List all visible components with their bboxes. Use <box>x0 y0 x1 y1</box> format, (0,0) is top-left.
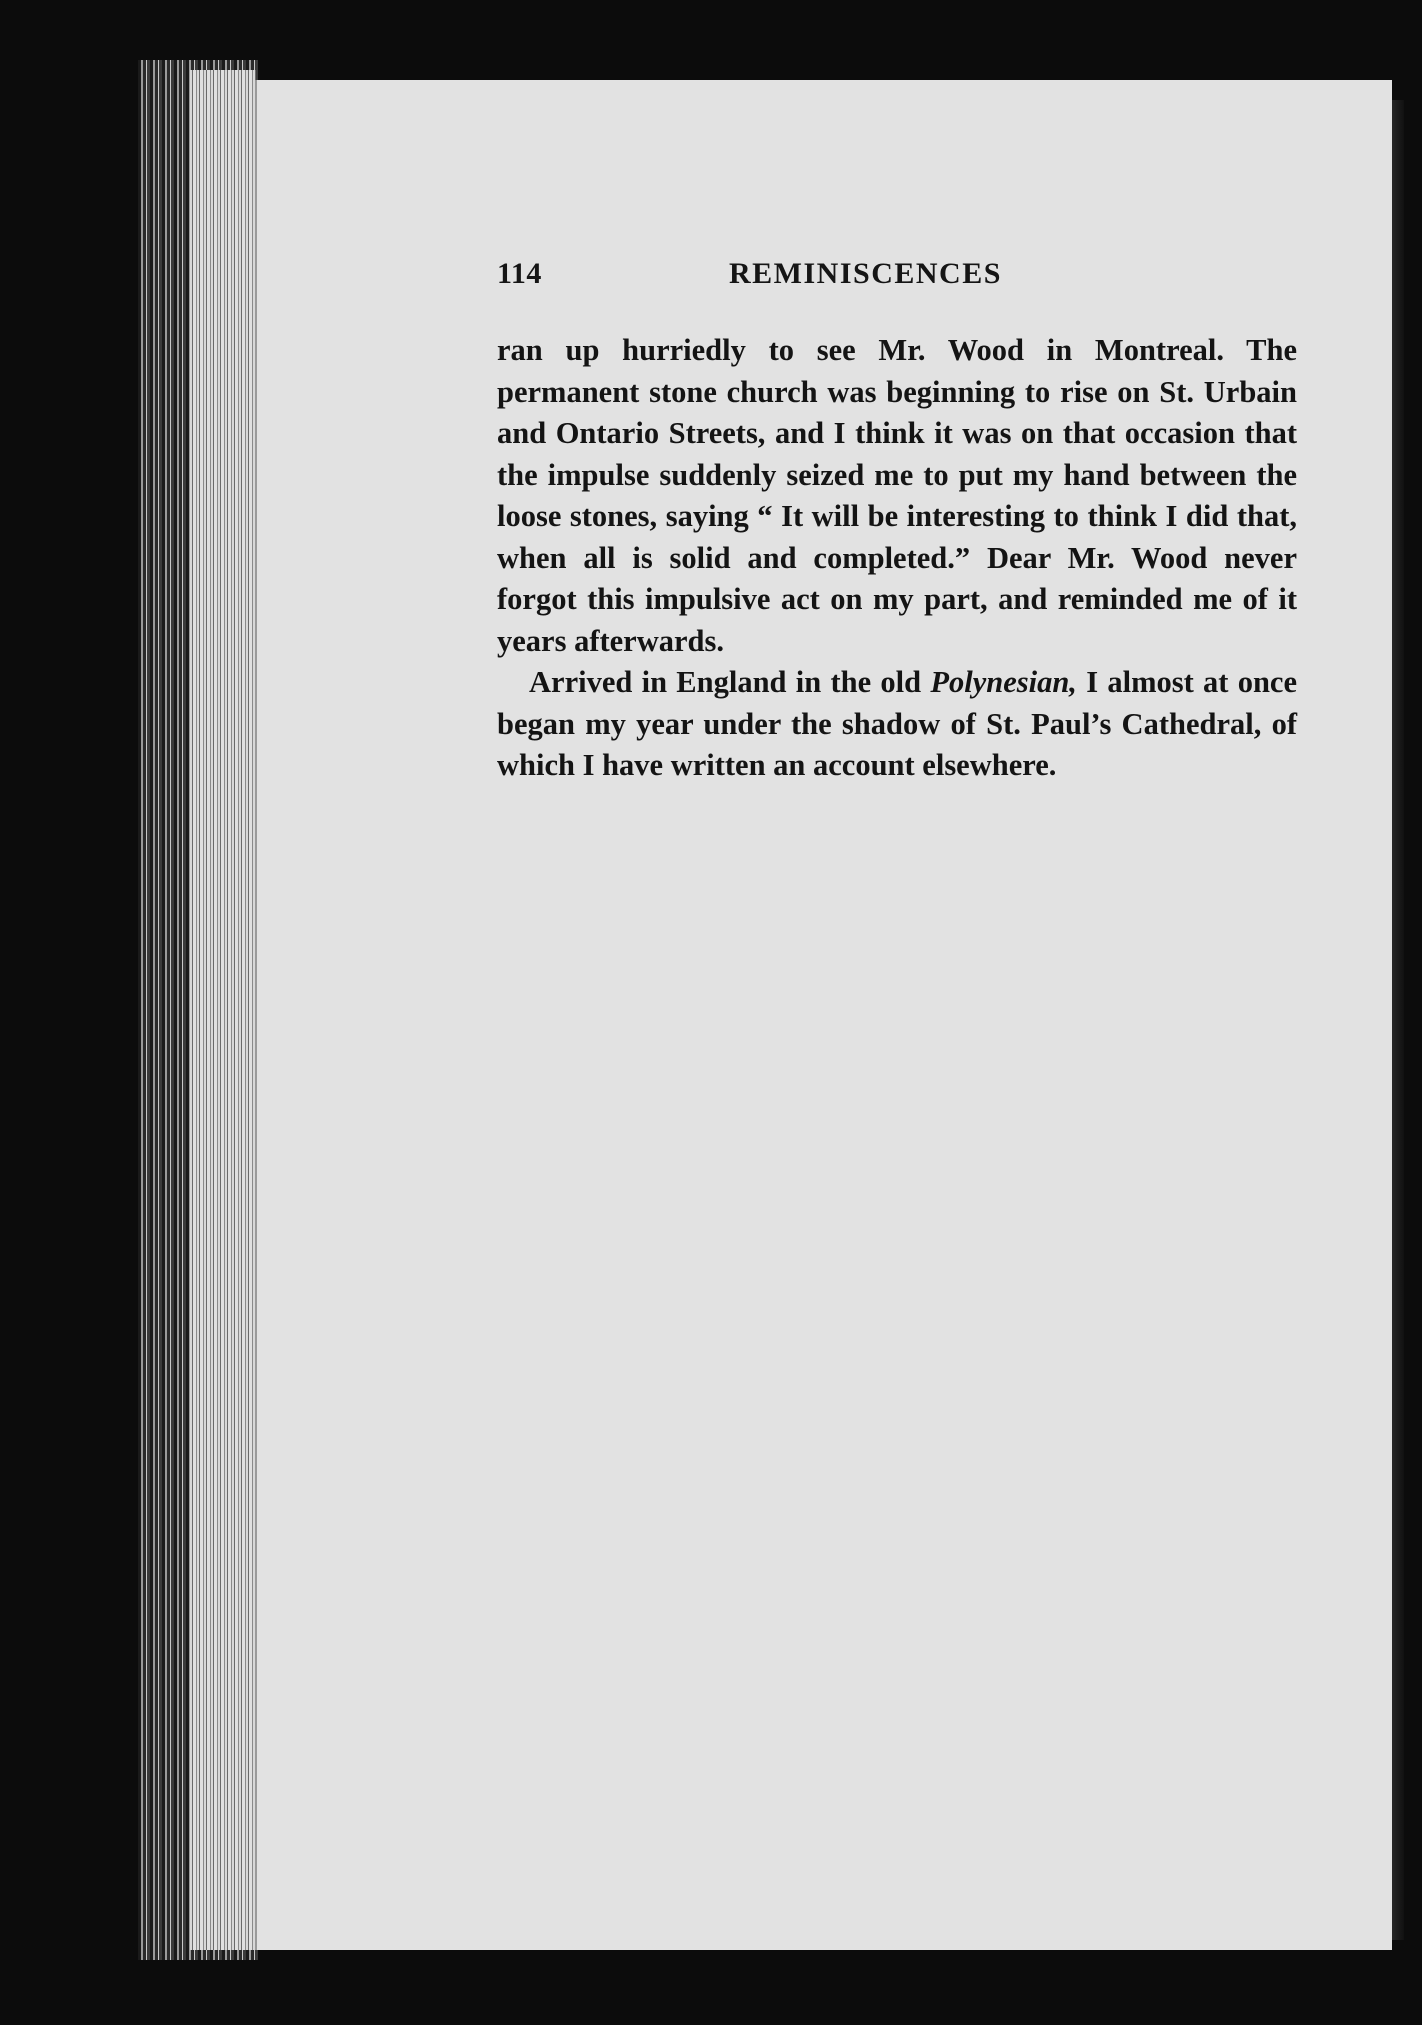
running-title: REMINISCENCES <box>729 257 1002 290</box>
page-number: 114 <box>497 257 542 290</box>
ship-name-italic: Polynesian, <box>930 665 1077 699</box>
paragraph-2-before: Arrived in England in the old <box>529 665 931 699</box>
running-head <box>497 257 1297 297</box>
paragraph-2-after: I almost at once began my year under the shadow of St. Paul’s Cathedral, of which I have written an account elsewhere. <box>497 665 1297 782</box>
body-text <box>497 330 1297 787</box>
paragraph-1: ran up hurriedly to see Mr. Wood in Montreal. The permanent stone church was beginning to rise on St. Urbain and Ontario Streets, and I think it was on that occasion that the impulse suddenly seized me to put my hand between the loose stones, saying “ It will be interesting to think I did that, when all is solid and completed.” Dear Mr. Wood never forgot this impulsive act on my part, and reminded me of it years afterwards. <box>497 333 1297 658</box>
book-right-edge <box>1390 100 1404 1940</box>
paragraph-2 <box>497 662 1297 787</box>
book-page-edges-inner <box>190 70 256 1950</box>
